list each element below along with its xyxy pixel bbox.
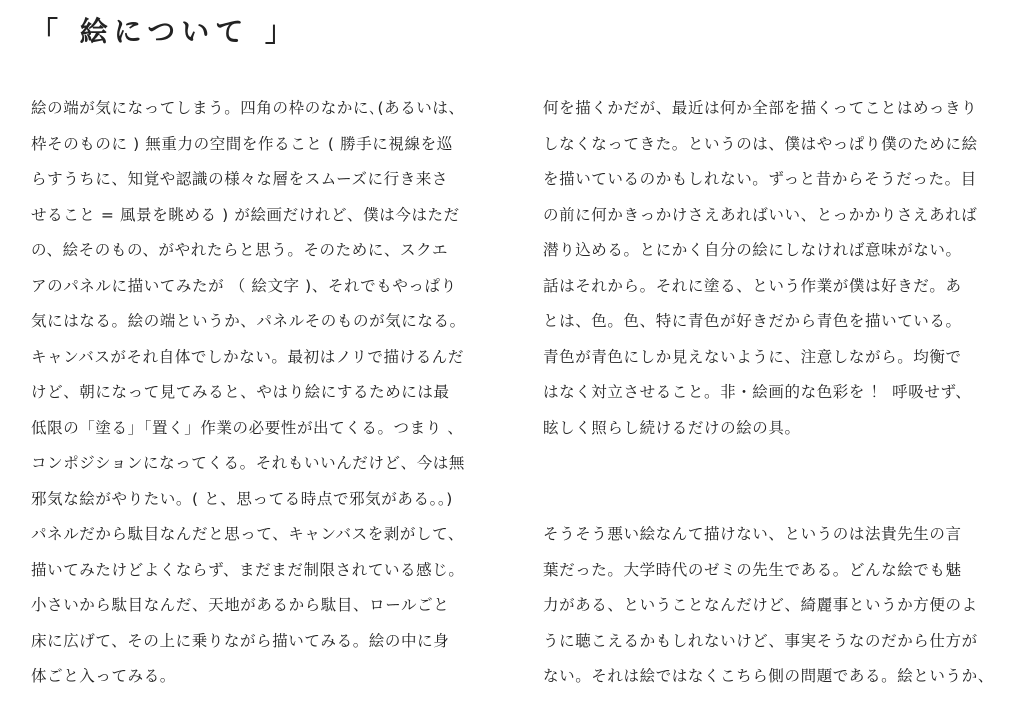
text-line: の、絵そのもの、がやれたらと思う。そのために、スクエ xyxy=(31,241,449,259)
text-line: を描いているのかもしれない。ずっと昔からそうだった。目 xyxy=(543,170,977,188)
text-line: 低限の「塗る」「置く」作業の必要性が出てくる。つまり 、 xyxy=(31,418,464,437)
right-column xyxy=(543,91,1013,695)
page-title: 「 絵について 」 xyxy=(30,15,299,48)
text-line: 話はそれから。それに塗る、という作業が僕は好きだ。あ xyxy=(543,276,962,295)
text-line: 力がある、ということなんだけど、綺麗事というか方便のよ xyxy=(543,596,978,614)
text-line: とは、色。色、特に青色が好きだから青色を描いている。 xyxy=(543,312,962,330)
text-line: ない。それは絵ではなくこちら側の問題である。絵というか、 xyxy=(543,667,994,685)
text-line: アのパネルに描いてみたが （ 絵文字 )、それでもやっぱり xyxy=(31,276,457,295)
text-line: 気にはなる。絵の端というか、パネルそのものが気になる。 xyxy=(31,312,466,330)
left-column xyxy=(31,91,491,695)
text-line: 床に広げて、その上に乗りながら描いてみる。絵の中に身 xyxy=(31,631,450,650)
blank-line xyxy=(543,482,1013,518)
text-line: しなくなってきた。というのは、僕はやっぱり僕のために絵 xyxy=(543,134,978,153)
text-line: 何を描くかだが、最近は何か全部を描くってことはめっきり xyxy=(543,99,978,117)
text-line: せること = 風景を眺める ) が絵画だけれど、僕は今はただ xyxy=(31,205,460,224)
text-line: はなく対立させること。非・絵画的な色彩を ！ 呼吸せず、 xyxy=(543,383,972,401)
text-line: らすうちに、知覚や認識の様々な層をスムーズに行き来さ xyxy=(31,170,449,188)
text-line: 潜り込める。とにかく自分の絵にしなければ意味がない。 xyxy=(543,241,962,259)
text-line: キャンバスがそれ自体でしかない。最初はノリで描けるんだ xyxy=(31,347,464,366)
text-line: 体ごと入ってみる。 xyxy=(31,667,176,685)
text-line: の前に何かきっかけさえあればいい、とっかかりさえあれば xyxy=(543,205,978,224)
text-line: けど、朝になって見てみると、やはり絵にするためには最 xyxy=(31,383,450,401)
text-line: パネルだから駄目なんだと思って、キャンバスを剥がして、 xyxy=(31,525,464,543)
text-line: 描いてみたけどよくならず、まだまだ制限されている感じ。 xyxy=(31,560,465,579)
text-line: 青色が青色にしか見えないように、注意しながら。均衡で xyxy=(543,347,962,366)
blank-line xyxy=(543,446,1013,482)
text-line: 葉だった。大学時代のゼミの先生である。どんな絵でも魅 xyxy=(543,560,962,579)
text-line: 眩しく照らし続けるだけの絵の具。 xyxy=(543,418,801,437)
text-line: 絵の端が気になってしまう。四角の枠のなかに､(あるいは、 xyxy=(31,99,465,117)
text-line: うに聴こえるかもしれないけど、事実そうなのだから仕方が xyxy=(543,631,978,650)
text-line: 枠そのものに ) 無重力の空間を作ること ( 勝手に視線を巡 xyxy=(31,134,453,153)
text-line: そうそう悪い絵なんて描けない、というのは法貴先生の言 xyxy=(543,525,962,543)
text-line: 小さいから駄目なんだ、天地があるから駄目、ロールごと xyxy=(31,596,450,614)
text-line: コンポジションになってくる。それもいいんだけど、今は無 xyxy=(31,454,466,472)
text-line: 邪気な絵がやりたい。( と、思ってる時点で邪気がある。。) xyxy=(31,489,453,508)
